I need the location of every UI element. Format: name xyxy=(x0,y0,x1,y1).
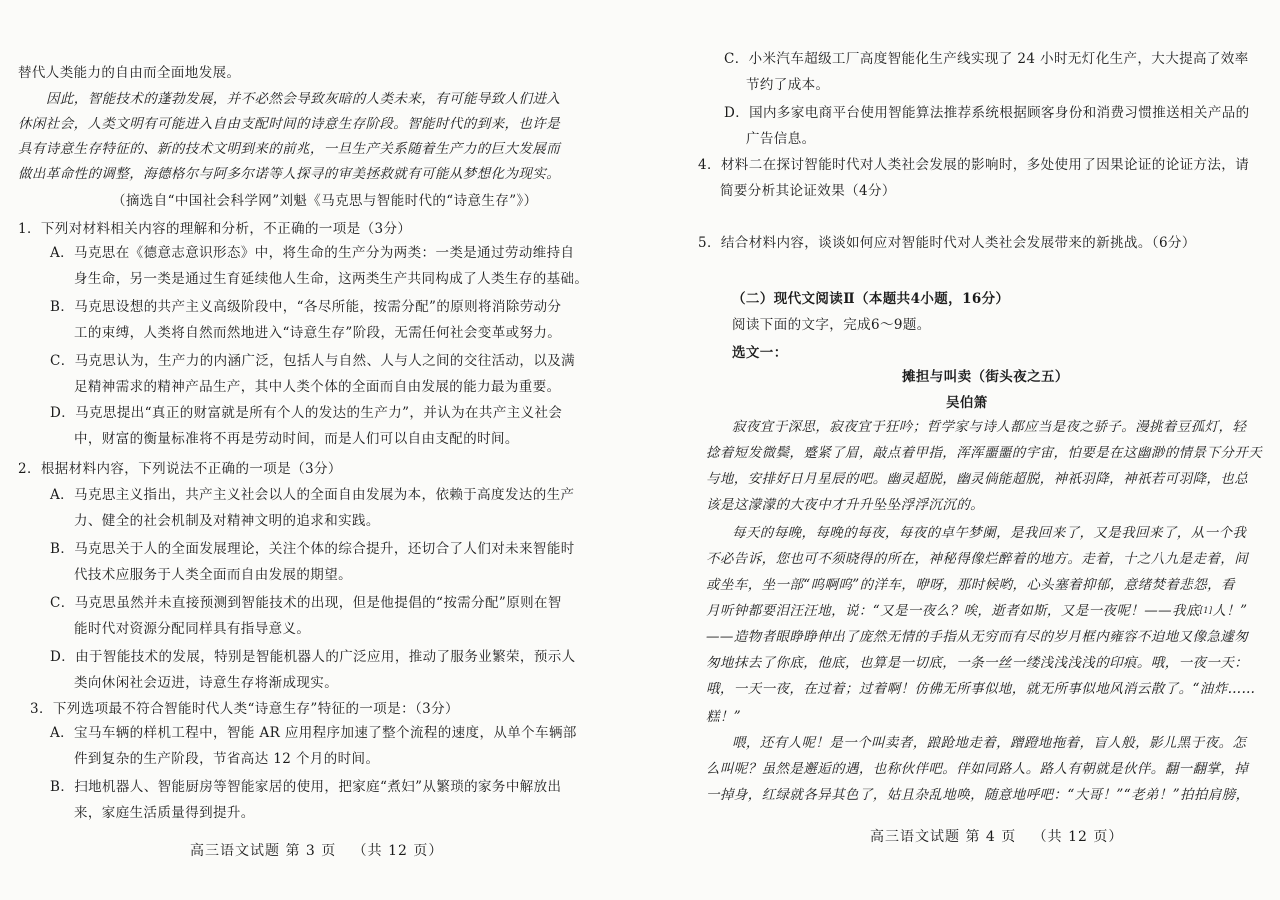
q2-option-d-line-2: 类向休闲社会迈进，诗意生存将渐成现实。 xyxy=(74,675,339,691)
q1-option-b-line-1: B．马克思设想的共产主义高级阶段中，“各尽所能，按需分配”的原则将消除劳动分 xyxy=(50,299,562,315)
q3-option-b-line-1: B．扫地机器人、智能厨房等智能家居的使用，把家庭“煮妇”从繁琐的家务中解放出 xyxy=(50,779,562,795)
footer-page-number: 第 4 页 xyxy=(965,829,1017,845)
essay-title: 摊担与叫卖（街头夜之五） xyxy=(902,369,1069,385)
intro-line-1: 替代人类能力的自由而全面地发展。 xyxy=(18,65,241,81)
left-page-footer xyxy=(190,842,443,860)
q3-option-a-line-1: A．宝马车辆的样机工程中，智能 AR 应用程序加速了整个流程的速度，从单个车辆部 xyxy=(50,725,577,741)
q2-option-a-line-2: 力、健全的社会机制及对精神文明的追求和实践。 xyxy=(74,513,380,529)
essay-p2-line-5: ——造物者眼睁睁伸出了庞然无情的手指从无穷而有尽的岁月框内雍容不迫地又像急遽匆 xyxy=(706,629,1249,645)
q3-option-c-line-2: 节约了成本。 xyxy=(746,77,830,93)
q1-option-d-line-1: D．马克思提出“真正的财富就是所有个人的发达的生产力”，并认为在共产主义社会 xyxy=(50,405,563,421)
question-4-line-1: 4．材料二在探讨智能时代对人类社会发展的影响时，多处使用了因果论证的论证方法，请 xyxy=(698,157,1250,173)
essay-p2-line-2: 不必告诉，您也可不须晓得的所在，神秘得像烂醉着的地方。走着，十之八九是走着，间 xyxy=(706,551,1249,567)
q3-option-b-line-2: 来，家庭生活质量得到提升。 xyxy=(74,805,255,821)
intro-line-4: 具有诗意生存特征的、新的技术文明到来的前兆，一旦生产关系随着生产力的巨大发展而 xyxy=(18,141,561,157)
section-heading: （二）现代文阅读Ⅱ（本题共4小题，16分） xyxy=(732,291,1010,307)
essay-p2-line-4-end: 人！” xyxy=(1212,603,1248,619)
q1-option-a-line-2: 身生命，另一类是通过生育延续他人生命，这两类生产共同构成了人类生存的基础。 xyxy=(74,271,589,287)
essay-p1-line-2: 捻着短发微鬓，蹙紧了眉，敲点着甲指，浑浑噩噩的宇宙，怕要是在这幽渺的情景下分开天 xyxy=(706,445,1262,461)
right-page-footer xyxy=(870,828,1123,846)
intro-line-5: 做出革命性的调整，海德格尔与阿多尔诺等人探寻的审美拯救就有可能从梦想化为现实。 xyxy=(18,166,561,182)
essay-p2-line-3: 或坐车，坐一部“呜啊呜”的洋车，咿呀，那时候哟，心头塞着抑郁，意绪焚着悲怨，看 xyxy=(706,577,1235,593)
essay-p1-line-1: 寂夜宜于深思，寂夜宜于狂吟；哲学家与诗人都应当是夜之骄子。漫挑着豆孤灯，轻 xyxy=(732,419,1247,435)
reading-instruction: 阅读下面的文字，完成6～9题。 xyxy=(732,317,931,333)
footer-exam-title: 高三语文试题 xyxy=(870,829,960,845)
source-citation: （摘选自“中国社会科学网”刘魁《马克思与智能时代的“诗意生存”》） xyxy=(112,193,538,209)
essay-p3-line-1: 喂，还有人呢！是一个叫卖者，踉跄地走着，蹭蹬地拖着，盲人般，影儿黑于夜。怎 xyxy=(732,735,1247,751)
q3-option-a-line-2: 件到复杂的生产阶段，节省高达 12 个月的时间。 xyxy=(74,751,380,767)
q2-option-b-line-2: 代技术应服务于人类全面而自由发展的期望。 xyxy=(74,567,352,583)
essay-p1-line-3: 与地，安排好日月星辰的吧。幽灵超脱，幽灵倘能超脱，神祇羽降，神祇若可羽降，也总 xyxy=(706,471,1249,487)
essay-p2-line-7: 哦，一天一夜，在过着；过着啊！仿佛无所事似地，就无所事似地风消云散了。“油炸…… xyxy=(706,681,1256,697)
q2-option-b-line-1: B．马克思关于人的全面发展理论，关注个体的综合提升，还切合了人们对未来智能时 xyxy=(50,541,575,557)
q2-option-c-line-1: C．马克思虽然并未直接预测到智能技术的出现，但是他提倡的“按需分配”原则在智 xyxy=(50,595,562,611)
q3-option-c-line-1: C．小米汽车超级工厂高度智能化生产线实现了 24 小时无灯化生产，大大提高了效率 xyxy=(724,51,1249,67)
right-exam-page xyxy=(640,0,1280,900)
essay-p2-line-1: 每天的每晚，每晚的每夜，每夜的卓午梦阑，是我回来了，又是我回来了，从一个我 xyxy=(732,525,1247,541)
essay-p1-line-4: 该是这濛濛的大夜中才升升坠坠浮浮沉沉的。 xyxy=(706,497,984,513)
essay-author: 吴伯箫 xyxy=(946,395,988,411)
selection-label: 选文一： xyxy=(732,345,788,361)
essay-p2-line-4 xyxy=(706,602,1247,620)
q1-option-c-line-1: C．马克思认为，生产力的内涵广泛，包括人与自然、人与人之间的交往活动，以及满 xyxy=(50,353,576,369)
footer-page-number: 第 3 页 xyxy=(285,843,337,859)
q1-option-b-line-2: 工的束缚，人类将自然而然地进入“诗意生存”阶段，无需任何社会变革或努力。 xyxy=(74,325,562,341)
question-1-stem: 1．下列对材料相关内容的理解和分析，不正确的一项是（3分） xyxy=(18,221,412,237)
footer-exam-title: 高三语文试题 xyxy=(190,843,280,859)
intro-line-2: 因此，智能技术的蓬勃发展，并不必然会导致灰暗的人类未来，有可能导致人们进入 xyxy=(46,91,561,107)
q3-option-d-line-2: 广告信息。 xyxy=(746,131,816,147)
question-3-stem: 3．下列选项最不符合智能时代人类“诗意生存”特征的一项是：（3分） xyxy=(30,701,459,717)
intro-line-3: 休闲社会，人类文明有可能进入自由支配时间的诗意生存阶段。智能时代的到来，也许是 xyxy=(18,116,561,132)
essay-p3-line-3: 一掉身，红绿就各异其色了，姑且杂乱地唤，随意地呼吧：“大哥！”“老弟！”拍拍肩膀， xyxy=(706,787,1250,803)
question-2-stem: 2．根据材料内容，下列说法不正确的一项是（3分） xyxy=(18,461,342,477)
essay-p2-line-6: 匆地抹去了你底，他底，也算是一切底，一条一丝一缕浅浅浅浅的印痕。哦，一夜一天： xyxy=(706,655,1249,671)
q1-option-a-line-1: A．马克思在《德意志意识形态》中，将生命的生产分为两类：一类是通过劳动维持自 xyxy=(50,245,575,261)
footer-total-pages: （共 12 页） xyxy=(352,843,444,859)
q1-option-c-line-2: 足精神需求的精神产品生产，其中人类个体的全面而自由发展的能力最为重要。 xyxy=(74,379,561,395)
q2-option-d-line-1: D．由于智能技术的发展，特别是智能机器人的广泛应用，推动了服务业繁荣，预示人 xyxy=(50,649,576,665)
essay-p2-line-4-text: 月听钟都要泪汪汪地，说：“又是一夜么？唉，逝者如斯，又是一夜呢！——我底 xyxy=(706,603,1200,619)
q1-option-d-line-2: 中，财富的衡量标准将不再是劳动时间，而是人们可以自由支配的时间。 xyxy=(74,431,519,447)
question-5: 5．结合材料内容，谈谈如何应对智能时代对人类社会发展带来的新挑战。（6分） xyxy=(698,235,1196,251)
q2-option-a-line-1: A．马克思主义指出，共产主义社会以人的全面自由发展为本，依赖于高度发达的生产 xyxy=(50,487,575,503)
footer-total-pages: （共 12 页） xyxy=(1032,829,1124,845)
q3-option-d-line-1: D．国内多家电商平台使用智能算法推荐系统根据顾客身份和消费习惯推送相关产品的 xyxy=(724,105,1250,121)
footnote-marker: [1] xyxy=(1199,606,1213,615)
question-4-line-2: 简要分析其论证效果（4分） xyxy=(720,183,896,199)
q2-option-c-line-2: 能时代对资源分配同样具有指导意义。 xyxy=(74,621,311,637)
essay-p2-line-8: 糕！” xyxy=(706,709,742,725)
essay-p3-line-2: 么叫呢？虽然是邂逅的遇，也称伙伴吧。伴如同路人。路人有朝就是伙伴。翻一翻掌，掉 xyxy=(706,761,1249,777)
